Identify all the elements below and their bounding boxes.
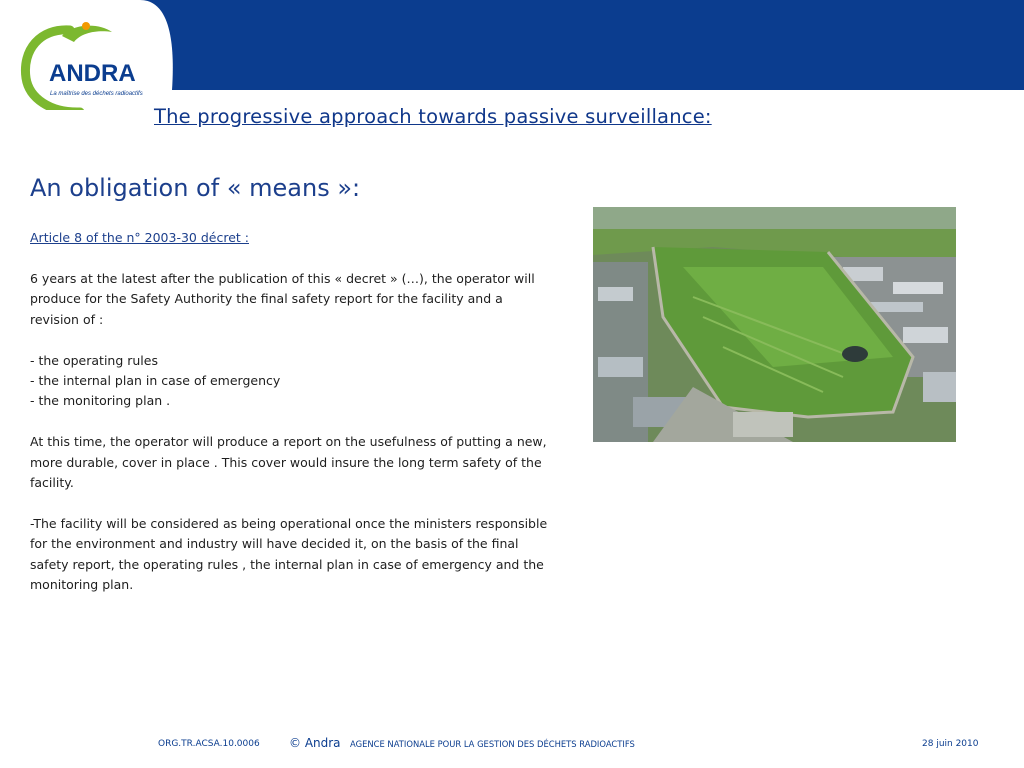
- list-item: - the monitoring plan .: [30, 393, 171, 409]
- paragraph-report: At this time, the operator will produce a report on the usefulness of putting a new, more durable, cover in place . This cover would insure the long term safety of the facility.: [30, 434, 547, 491]
- list-item: - the operating rules: [30, 352, 158, 368]
- spacer: [30, 412, 550, 432]
- article-reference: Article 8 of the n° 2003-30 décret :: [30, 230, 249, 245]
- document-reference: ORG.TR.ACSA.10.0006: [158, 739, 260, 749]
- list-item: - the internal plan in case of emergency: [30, 373, 281, 389]
- footer-date: 28 juin 2010: [922, 739, 979, 749]
- footer: [0, 735, 1024, 755]
- paragraph-decree: 6 years at the latest after the publication of this « decret » (…), the operator will produce for the Safety Authority the final safety report for the facility and a revision of :: [30, 271, 535, 327]
- logo-tagline: La maîtrise des déchets radioactifs: [50, 91, 143, 97]
- body-text: [30, 269, 550, 595]
- logo-graphic: [0, 0, 200, 110]
- agency-name: AGENCE NATIONALE POUR LA GESTION DES DÉCHETS RADIOACTIFS: [350, 739, 635, 749]
- andra-logo: [0, 0, 200, 110]
- paragraph-operational: -The facility will be considered as being operational once the ministers responsible for the environment and industry will have decided it, on the basis of the final safety report, the operating rules , the internal plan in case of emergency and the monitoring plan.: [30, 515, 548, 593]
- copyright: © Andra: [289, 736, 341, 750]
- section-heading: An obligation of « means »:: [30, 174, 361, 202]
- revision-list: [30, 351, 550, 412]
- aerial-facility-photo: [593, 207, 956, 442]
- spacer: [30, 330, 550, 350]
- page-title: The progressive approach towards passive surveillance:: [154, 105, 712, 128]
- logo-wordmark: ANDRA: [49, 60, 136, 87]
- spacer: [30, 493, 550, 513]
